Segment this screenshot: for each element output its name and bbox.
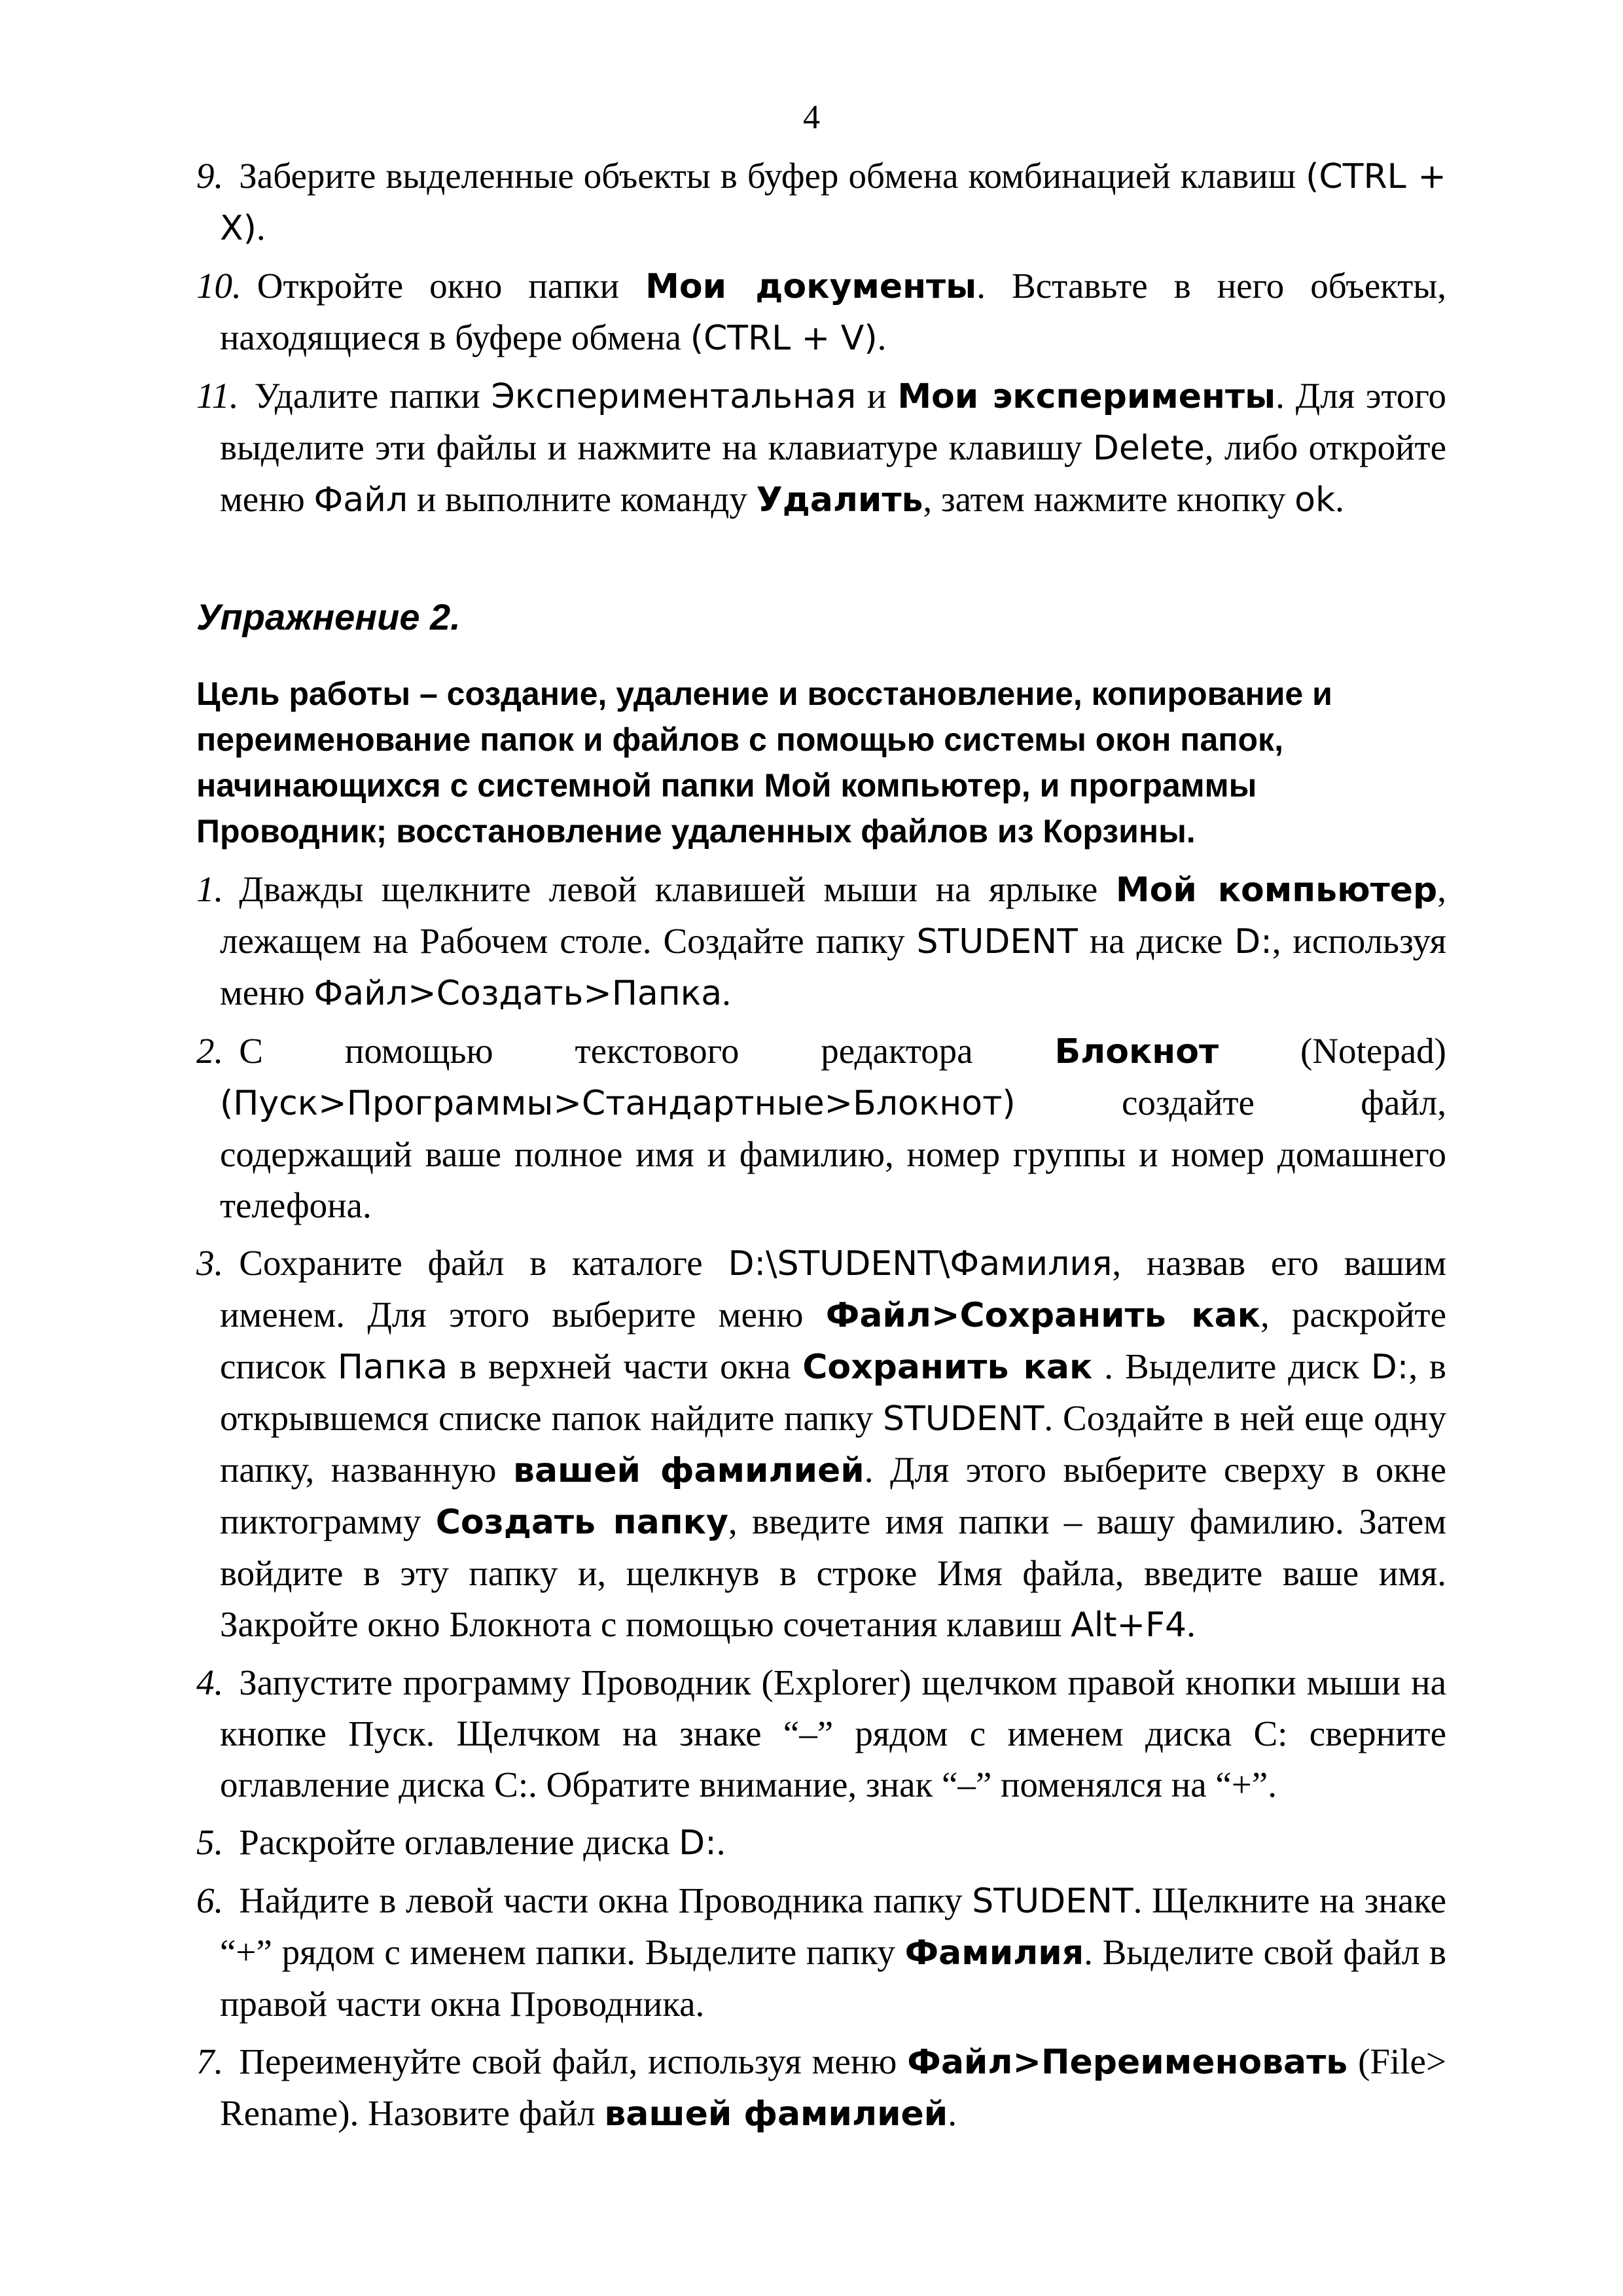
item-text: . Выделите диск	[1092, 1346, 1371, 1386]
item-number: 4.	[196, 1662, 224, 1702]
item-text: . Щелкните на знаке “+” рядом с именем папки. Выделите папку	[220, 1880, 1446, 1972]
ui-term: Файл>Сохранить как	[825, 1296, 1260, 1335]
item-text: .	[1335, 479, 1344, 519]
item-text: , используя меню	[220, 921, 1447, 1013]
ui-term: (CTRL + V)	[690, 319, 878, 358]
list-item	[196, 151, 1446, 254]
item-number: 6.	[196, 1880, 224, 1920]
item-number: 10.	[196, 266, 241, 306]
list-item	[196, 1817, 1446, 1869]
item-text: .	[948, 2093, 957, 2133]
ui-term: Файл>Переименовать	[907, 2043, 1348, 2082]
ui-term: вашей фамилией	[513, 1451, 865, 1490]
ui-term: Alt+F4	[1071, 1605, 1187, 1645]
ui-term: (CTRL + X)	[220, 157, 1446, 248]
item-text: . Вставьте в него объекты, находящиеся в буфере обмена	[220, 266, 1446, 357]
item-number: 2.	[196, 1031, 224, 1071]
item-text: Удалите папки	[254, 376, 491, 416]
ui-term: Файл	[313, 480, 408, 520]
item-text: , раскройте список	[220, 1295, 1446, 1386]
steps-list-continued	[196, 151, 1446, 526]
item-text: . Создайте в ней еще одну папку, названную	[220, 1398, 1446, 1490]
ui-term: D:\STUDENT\Фамилия	[728, 1244, 1113, 1283]
item-text: . Для этого выделите эти файлы и нажмите на клавиатуре клавишу	[220, 376, 1447, 467]
item-text: . Выделите свой файл в правой части окна Проводника.	[220, 1932, 1446, 2024]
steps-list-exercise-2	[196, 864, 1446, 2140]
item-text: .	[877, 317, 887, 357]
item-text: .	[716, 1822, 726, 1862]
ui-term: Мои документы	[645, 267, 977, 306]
ui-term: D:	[1370, 1348, 1409, 1387]
ui-term: Экспериментальная	[491, 377, 857, 416]
item-number: 9.	[196, 156, 224, 196]
item-text: Найдите в левой части окна Проводника папку	[239, 1880, 972, 1920]
ui-term: STUDENT	[916, 922, 1078, 961]
list-item	[196, 370, 1446, 526]
ui-term: D:	[679, 1823, 717, 1863]
list-item	[196, 1875, 1446, 2030]
ui-term: вашей фамилией	[604, 2094, 948, 2134]
item-text: . Для этого выберите сверху в окне пиктограмму	[220, 1450, 1446, 1541]
list-item	[196, 864, 1446, 1019]
item-text: Откройте окно папки	[257, 266, 646, 306]
page-number: 4	[803, 99, 820, 136]
item-text: Заберите выделенные объекты в буфер обмена комбинацией клавиш	[239, 156, 1306, 196]
item-number: 7.	[196, 2041, 224, 2081]
ui-term: ok	[1294, 480, 1336, 520]
ui-term: (Пуск>Программы>Стандартные>Блокнот)	[220, 1084, 1016, 1123]
list-item	[196, 1657, 1446, 1810]
exercise-title: Упражнение 2.	[196, 596, 461, 637]
item-text: (Notepad)	[1219, 1031, 1446, 1071]
list-item	[196, 1026, 1446, 1231]
item-number: 1.	[196, 869, 224, 909]
item-text: создайте файл, содержащий ваше полное имя и фамилию, номер группы и номер домашнего телефона.	[220, 1083, 1446, 1225]
item-text: , лежащем на Рабочем столе. Создайте папку	[220, 869, 1446, 961]
ui-term: Блокнот	[1054, 1032, 1219, 1071]
item-text: С помощью текстового редактора	[239, 1031, 1055, 1071]
ui-term: Файл>Создать>Папка	[313, 974, 722, 1013]
item-number: 3.	[196, 1243, 224, 1283]
item-text: и	[856, 376, 898, 416]
item-text: , введите имя папки – вашу фамилию. Затем войдите в эту папку и, щелкнув в строке Имя файла, введите ваше имя. Закройте окно Блокнота с помощью сочетания клавиш	[220, 1501, 1447, 1644]
item-number: 5.	[196, 1822, 224, 1862]
item-text: .	[722, 973, 731, 1013]
item-text: , либо откройте меню	[220, 427, 1446, 519]
list-item	[196, 260, 1446, 364]
ui-term: Удалить	[756, 480, 923, 520]
ui-term: Мой компьютер	[1115, 870, 1438, 910]
item-text: Сохраните файл в каталоге	[239, 1243, 728, 1283]
item-text: Переименуйте свой файл, используя меню	[239, 2041, 908, 2081]
item-text: .	[1186, 1604, 1196, 1644]
ui-term: STUDENT	[883, 1399, 1044, 1439]
list-item	[196, 2036, 1446, 2140]
item-text: , затем нажмите кнопку	[923, 479, 1295, 519]
list-item	[196, 1238, 1446, 1651]
ui-term: Создать папку	[435, 1503, 728, 1542]
ui-term: Delete	[1092, 429, 1205, 468]
item-text: Дважды щелкните левой клавишей мыши на ярлыке	[239, 869, 1116, 909]
ui-term: D:	[1234, 922, 1272, 961]
ui-term: Папка	[337, 1348, 448, 1387]
item-text: в верхней части окна	[448, 1346, 803, 1386]
ui-term: STUDENT	[972, 1882, 1133, 1921]
item-text: Запустите программу Проводник (Explorer) щелчком правой кнопки мыши на кнопке Пуск. Щелчком на знаке “–” рядом с именем диска С: сверните оглавление диска С:. Обратите внимание, знак “–” поменялся на “+”.	[220, 1662, 1446, 1804]
item-text: и выполните команду	[408, 479, 757, 519]
item-text: на диске	[1077, 921, 1235, 961]
item-number: 11.	[196, 376, 239, 416]
exercise-goal: Цель работы – создание, удаление и восстановление, копирование и переименование папок и файлов с помощью системы окон папок, начинающихся с системной папки Мой компьютер, и программы Проводник; восстановление удаленных файлов из Корзины.	[196, 675, 1332, 850]
ui-term: Мои эксперименты	[897, 377, 1276, 416]
item-text: , в открывшемся списке папок найдите папку	[220, 1346, 1446, 1438]
item-text: Раскройте оглавление диска	[239, 1822, 679, 1862]
item-text: , назвав его вашим именем. Для этого выберите меню	[220, 1243, 1447, 1335]
item-text: .	[256, 207, 266, 247]
ui-term: Фамилия	[904, 1933, 1084, 1973]
ui-term: Сохранить как	[802, 1348, 1093, 1387]
item-text: (File> Rename). Назовите файл	[220, 2041, 1446, 2133]
